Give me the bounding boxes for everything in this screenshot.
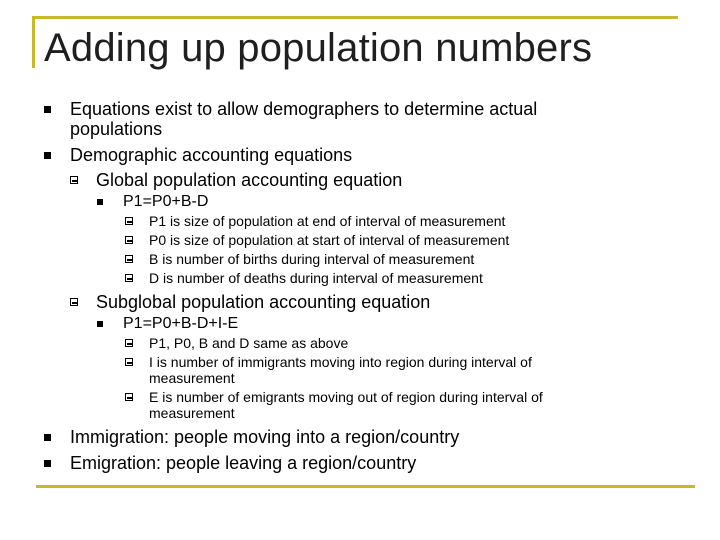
bullet-line: P1=P0+B-D+I-E (123, 315, 239, 332)
hollow-square-bullet-icon (125, 236, 133, 244)
bottom-rule (36, 485, 695, 488)
hollow-square-bullet-icon (125, 255, 133, 263)
square-bullet-icon (44, 434, 51, 441)
hollow-square-bullet-icon (125, 274, 133, 282)
bullet-line: P1 is size of population at end of interval of measurement (149, 213, 506, 229)
square-bullet-icon (44, 460, 51, 467)
bullet-line: populations (70, 119, 163, 139)
hollow-square-bullet-icon (125, 393, 133, 401)
bullet-line: Immigration: people moving into a region/country (70, 427, 460, 447)
bullet-line: measurement (149, 405, 235, 421)
bullet-line: B is number of births during interval of measurement (149, 251, 475, 267)
bullet-line: Emigration: people leaving a region/country (70, 453, 417, 473)
hollow-square-bullet-icon (125, 217, 133, 225)
hollow-square-bullet-icon (70, 176, 78, 184)
bullet-line: P0 is size of population at start of interval of measurement (149, 232, 510, 248)
bullet-line: I is number of immigrants moving into region during interval of (149, 354, 532, 370)
bullet-line: P1, P0, B and D same as above (149, 335, 349, 351)
bullet-line: Global population accounting equation (96, 170, 403, 190)
square-bullet-icon (97, 199, 103, 205)
bullet-line: Equations exist to allow demographers to determine actual (70, 99, 538, 119)
hollow-square-bullet-icon (125, 339, 133, 347)
bullet-line: measurement (149, 370, 235, 386)
square-bullet-icon (44, 152, 51, 159)
bullet-line: Demographic accounting equations (70, 145, 353, 165)
slide-title: Adding up population numbers (44, 26, 593, 70)
hollow-square-bullet-icon (125, 358, 133, 366)
square-bullet-icon (97, 321, 103, 327)
bullet-line: D is number of deaths during interval of measurement (149, 270, 483, 286)
bullet-line: P1=P0+B-D (123, 193, 209, 210)
bullet-line: Subglobal population accounting equation (96, 292, 431, 312)
hollow-square-bullet-icon (70, 298, 78, 306)
square-bullet-icon (44, 106, 51, 113)
bullet-line: E is number of emigrants moving out of region during interval of (149, 389, 543, 405)
